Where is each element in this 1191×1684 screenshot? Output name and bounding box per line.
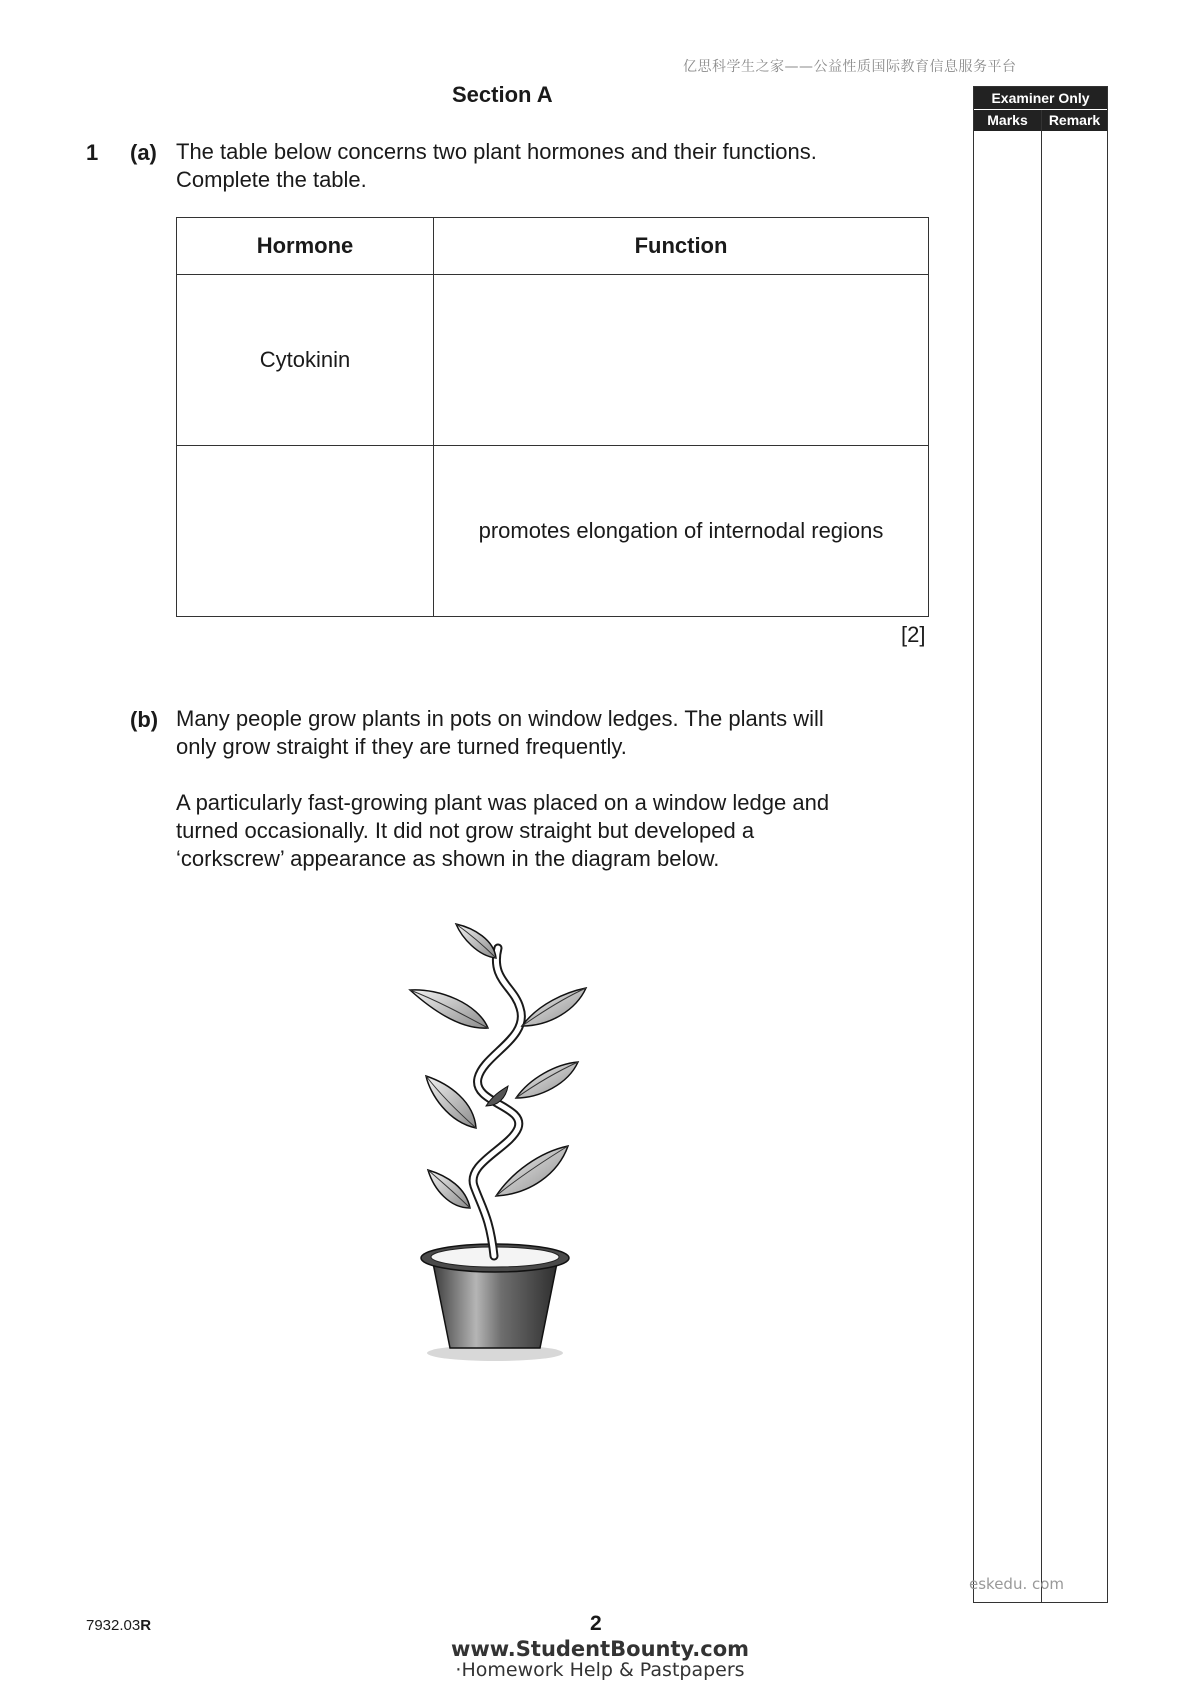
footer-brand: [450, 1638, 750, 1680]
part-b-label: (b): [130, 707, 159, 732]
part-b-paragraph-1-line-1: Many people grow plants in pots on window ledges. The plants will: [176, 706, 824, 731]
marks-column-header: Marks: [974, 110, 1041, 131]
examiner-only-column: [973, 86, 1108, 1603]
hormone-function-table: [176, 217, 929, 617]
remark-column-header: Remark: [1042, 110, 1107, 131]
paper-code-number: 7932.03: [86, 1617, 141, 1634]
function-answer-cell[interactable]: [434, 275, 929, 446]
part-a-text-line-1: The table below concerns two plant hormones and their functions.: [176, 139, 817, 164]
part-a-label: (a): [130, 140, 157, 165]
table-header-row: [177, 218, 929, 275]
examiner-only-header: Examiner Only: [974, 87, 1107, 109]
brand-tagline: ·Homework Help & Pastpapers: [455, 1659, 745, 1681]
table-row: [177, 275, 929, 446]
part-b-paragraph-2-line-2: turned occasionally. It did not grow straight but developed a: [176, 818, 755, 843]
hormone-column-header: Hormone: [177, 218, 434, 275]
page-number: 2: [590, 1612, 602, 1635]
corkscrew-plant-illustration: [390, 918, 610, 1368]
part-b-paragraph-2-line-3: ‘corkscrew’ appearance as shown in the diagram below.: [176, 846, 720, 871]
question-number: 1: [86, 140, 99, 165]
hormone-answer-cell[interactable]: [177, 446, 434, 617]
part-b-paragraph-1-line-2: only grow straight if they are turned frequently.: [176, 734, 627, 759]
brand-url: www.StudentBounty.com: [450, 1637, 750, 1661]
hormone-cell: Cytokinin: [177, 275, 434, 446]
examiner-column-divider: [1041, 110, 1042, 1602]
bottom-watermark: eskedu. com: [969, 1575, 1065, 1593]
function-column-header: Function: [434, 218, 929, 275]
top-watermark: 亿思科学生之家——公益性质国际教育信息服务平台: [683, 59, 1017, 75]
paper-code: [86, 1617, 151, 1634]
part-b-paragraph-2-line-1: A particularly fast-growing plant was placed on a window ledge and: [176, 790, 830, 815]
table-row: [177, 446, 929, 617]
section-title: Section A: [452, 82, 553, 107]
part-a-text-line-2: Complete the table.: [176, 167, 367, 192]
paper-code-suffix: R: [140, 1617, 152, 1634]
part-a-marks: [2]: [901, 622, 926, 647]
function-cell: promotes elongation of internodal regions: [434, 446, 929, 617]
